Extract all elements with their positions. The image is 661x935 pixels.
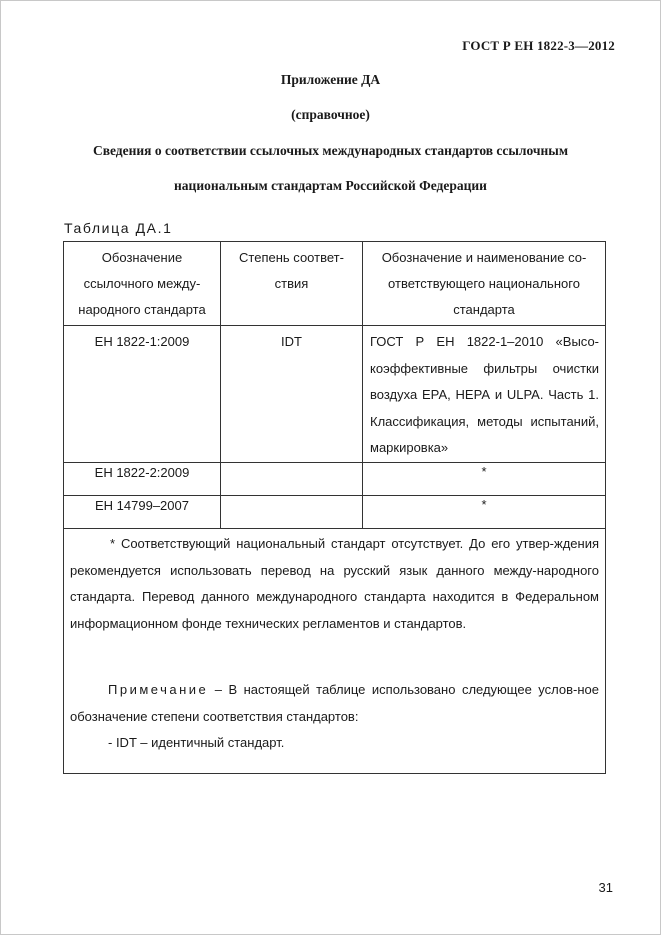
cell-national: ГОСТ Р ЕН 1822-1–2010 «Высо-коэффективные фильтры очистки воздуха ЕРА, НЕРА и ULPA. Часть 1. Классификация, методы испытаний, маркировка» <box>370 334 599 455</box>
table-row <box>64 496 605 529</box>
cell-national: * <box>481 497 487 512</box>
header-degree: Степень соответ-ствия <box>221 242 363 325</box>
cell-degree: IDT <box>221 326 363 462</box>
appendix-title: Приложение ДА <box>280 72 381 87</box>
header-national-standard: Обозначение и наименование со-ответствующего национального стандарта <box>381 250 587 317</box>
note-item: - IDT – идентичный стандарт. <box>108 735 285 750</box>
footnote-text: * Соответствующий национальный стандарт отсутствует. До его утвер-ждения рекомендуется использовать перевод на русский язык данного между-народного стандарта. Перевод данного международного стандарта находится в Федеральном информационном фонде технических регламентов и стандартов. <box>70 536 599 631</box>
cell-reference: ЕН 14799–2007 <box>64 496 221 528</box>
page-number: 31 <box>598 880 613 895</box>
note-label: Примечание <box>108 682 209 697</box>
correspondence-table <box>63 241 606 774</box>
cell-degree <box>221 463 363 495</box>
cell-national: * <box>481 464 487 479</box>
cell-reference: ЕН 1822-1:2009 <box>64 326 221 462</box>
note-text: – В настоящей таблице использовано следующее услов-ное обозначение степени соответствия стандартов: <box>70 682 599 724</box>
cell-reference: ЕН 1822-2:2009 <box>64 463 221 495</box>
document-code: ГОСТ Р ЕН 1822-3—2012 <box>462 38 615 53</box>
table-header-row <box>64 242 605 326</box>
table-row <box>64 326 605 463</box>
cell-degree <box>221 496 363 528</box>
table-footer-row <box>64 529 605 773</box>
appendix-type: (справочное) <box>291 107 370 122</box>
section-heading-line-2: национальным стандартам Российской Федерации <box>174 178 487 193</box>
note-paragraph <box>70 677 599 730</box>
table-row <box>64 463 605 496</box>
header-reference-standard: Обозначение ссылочного междy-народного стандарта <box>64 242 221 325</box>
section-heading-line-1: Сведения о соответствии ссылочных международных стандартов ссылочным <box>92 143 569 158</box>
table-caption: Таблица ДА.1 <box>64 220 173 236</box>
table-footnote-block <box>64 529 605 773</box>
